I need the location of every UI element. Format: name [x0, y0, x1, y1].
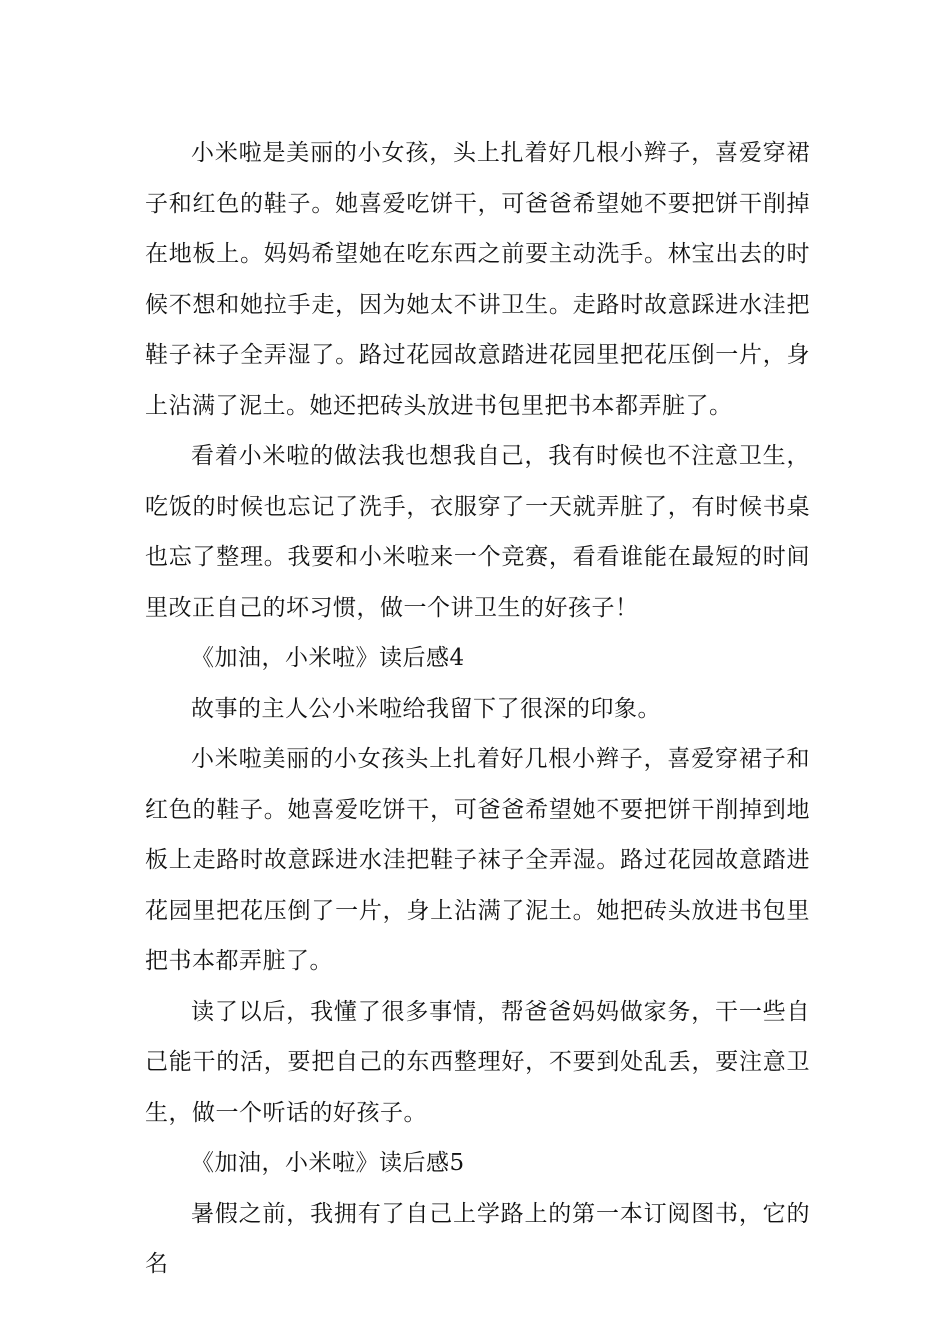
paragraph-5: 读了以后，我懂了很多事情，帮爸爸妈妈做家务，干一些自己能干的活，要把自己的东西整理好，不要到处乱丢，要注意卫生，做一个听话的好孩子。: [145, 998, 810, 1126]
paragraph-4: 小米啦美丽的小女孩头上扎着好几根小辫子，喜爱穿裙子和红色的鞋子。她喜爱吃饼干，可爸爸希望她不要把饼干削掉到地板上走路时故意踩进水洼把鞋子袜子全弄湿。路过花园故意踏进花园里把花压倒了一片，身上沾满了泥土。她把砖头放进书包里把书本都弄脏了。: [145, 746, 810, 974]
paragraph-3: 故事的主人公小米啦给我留下了很深的印象。: [191, 695, 661, 722]
document-body: [145, 128, 810, 1290]
paragraph-6: 暑假之前，我拥有了自己上学路上的第一本订阅图书，它的名: [145, 1200, 810, 1277]
paragraph-1: 小米啦是美丽的小女孩，头上扎着好几根小辫子，喜爱穿裙子和红色的鞋子。她喜爱吃饼干，可爸爸希望她不要把饼干削掉在地板上。妈妈希望她在吃东西之前要主动洗手。林宝出去的时候不想和她拉手走，因为她太不讲卫生。走路时故意踩进水洼把鞋子袜子全弄湿了。路过花园故意踏进花园里把花压倒一片，身上沾满了泥土。她还把砖头放进书包里把书本都弄脏了。: [145, 140, 810, 419]
section-heading-4: 《加油，小米啦》读后感4: [191, 645, 465, 671]
section-heading-5: 《加油，小米啦》读后感5: [191, 1150, 465, 1176]
paragraph-2: 看着小米啦的做法我也想我自己，我有时候也不注意卫生，吃饭的时候也忘记了洗手，衣服穿了一天就弄脏了，有时候书桌也忘了整理。我要和小米啦来一个竞赛，看看谁能在最短的时间里改正自己的坏习惯，做一个讲卫生的好孩子！: [145, 443, 810, 621]
